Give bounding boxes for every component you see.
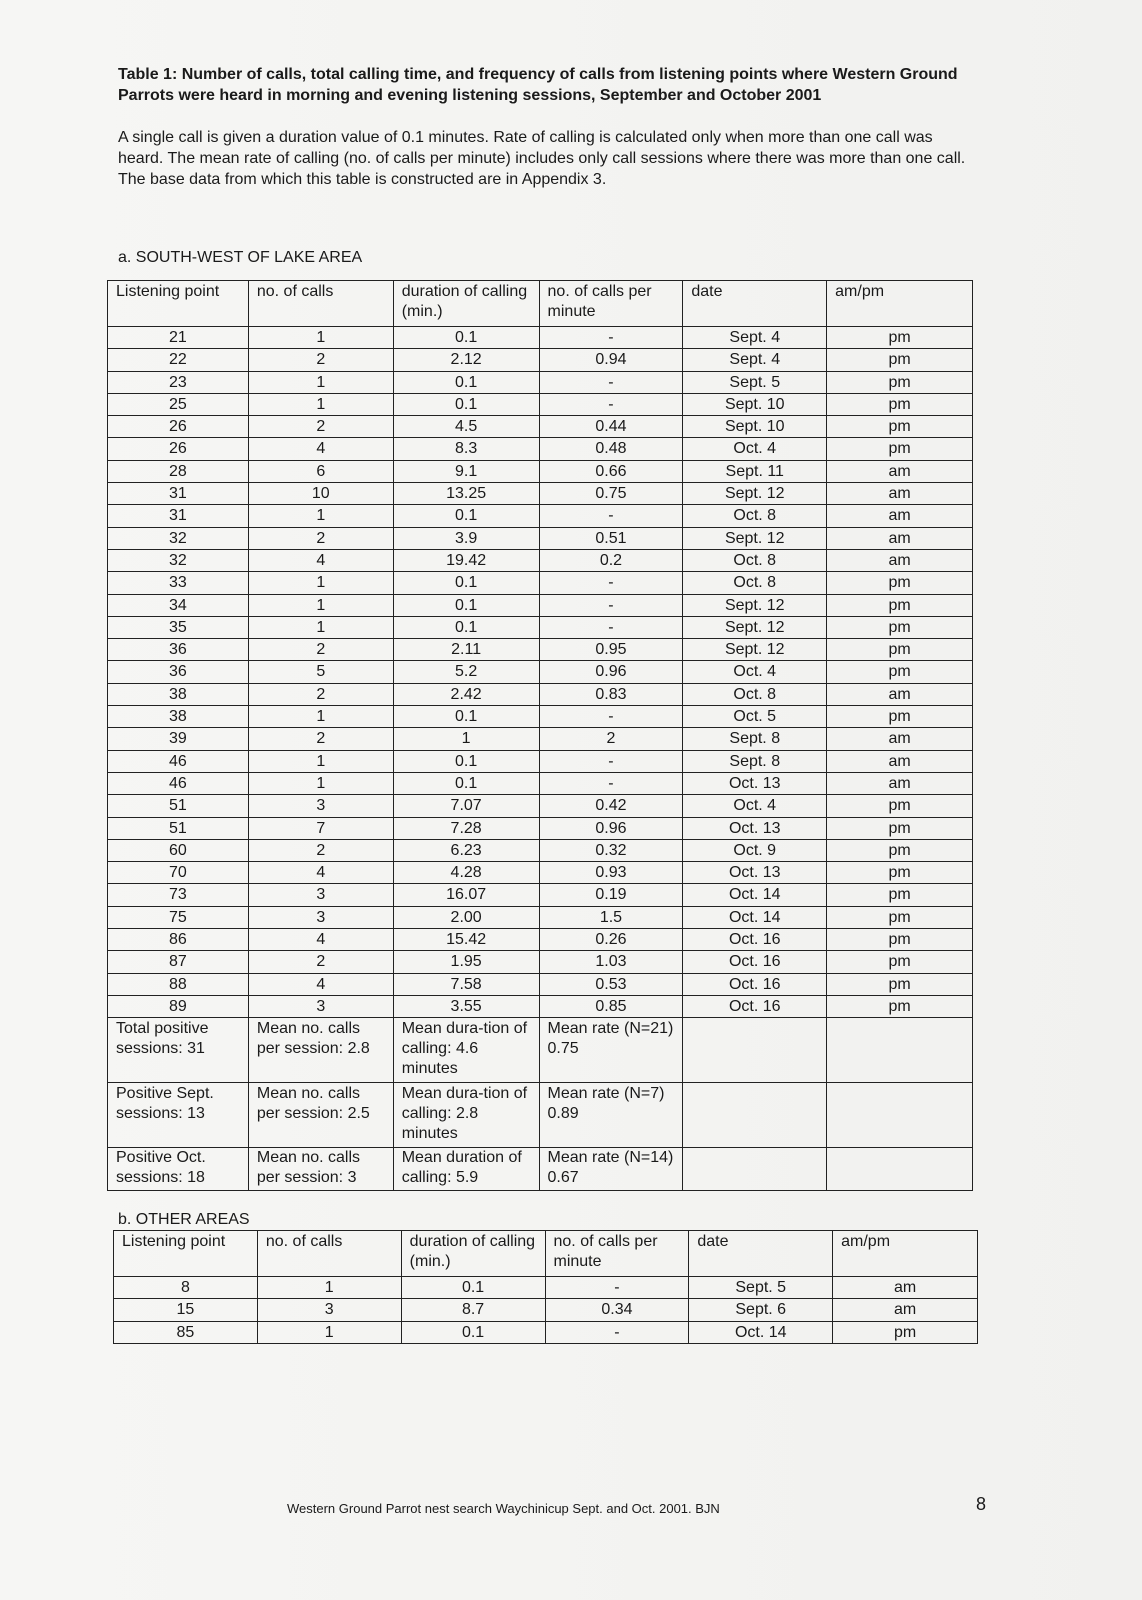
table-cell: - (539, 371, 683, 393)
table-row (108, 951, 973, 973)
table-cell: am (833, 1299, 978, 1321)
table-row (108, 327, 973, 349)
table-cell: Sept. 8 (683, 728, 827, 750)
table-cell: Oct. 14 (683, 906, 827, 928)
page-footer: Western Ground Parrot nest search Waychinicup Sept. and Oct. 2001. BJN (287, 1501, 720, 1516)
table-cell: Oct. 16 (683, 973, 827, 995)
table-cell: Sept. 5 (689, 1277, 833, 1299)
table-cell: 1.95 (393, 951, 539, 973)
table-cell: am (827, 483, 973, 505)
table-row (108, 438, 973, 460)
table-cell: 28 (108, 460, 249, 482)
table-cell: 8 (114, 1277, 258, 1299)
table-cell: 0.1 (393, 706, 539, 728)
table-row (108, 349, 973, 371)
table-cell: 51 (108, 817, 249, 839)
table-cell: am (827, 683, 973, 705)
table-cell: Oct. 16 (683, 929, 827, 951)
table-cell: 0.1 (393, 371, 539, 393)
table-cell: - (539, 772, 683, 794)
table-cell: Sept. 8 (683, 750, 827, 772)
table-cell: 7.28 (393, 817, 539, 839)
table-cell: 26 (108, 438, 249, 460)
summary-cell (827, 1083, 973, 1148)
table-row (108, 728, 973, 750)
table-cell: - (539, 594, 683, 616)
section-heading-a: a. SOUTH-WEST OF LAKE AREA (118, 249, 363, 266)
table-row (108, 995, 973, 1017)
summary-row (108, 1148, 973, 1191)
table-cell: 7.07 (393, 795, 539, 817)
table-cell: Oct. 14 (689, 1321, 833, 1343)
table-cell: 86 (108, 929, 249, 951)
table-cell: 1 (248, 594, 393, 616)
table-cell: 60 (108, 839, 249, 861)
table-cell: 0.85 (539, 995, 683, 1017)
table-cell: 2.11 (393, 639, 539, 661)
table-cell: 1 (248, 706, 393, 728)
table-cell: 6.23 (393, 839, 539, 861)
summary-cell: Mean dura-tion of calling: 2.8 minutes (393, 1083, 539, 1148)
table-cell: - (539, 393, 683, 415)
table-cell: am (827, 460, 973, 482)
table-cell: am (827, 750, 973, 772)
table-cell: 2 (248, 416, 393, 438)
table-cell: 0.1 (393, 616, 539, 638)
table-cell: Oct. 4 (683, 438, 827, 460)
table-cell: Oct. 13 (683, 817, 827, 839)
table-cell: - (545, 1277, 689, 1299)
table-cell: 89 (108, 995, 249, 1017)
table-cell: 0.34 (545, 1299, 689, 1321)
column-header: no. of calls (248, 281, 393, 327)
table-row (108, 393, 973, 415)
table-cell: 23 (108, 371, 249, 393)
table-row (108, 616, 973, 638)
table-cell: 1 (257, 1321, 401, 1343)
table-cell: Sept. 12 (683, 527, 827, 549)
table-cell: pm (827, 572, 973, 594)
table-cell: 0.32 (539, 839, 683, 861)
table-cell: 1 (248, 616, 393, 638)
table-notes (118, 127, 978, 190)
table-header-row (108, 281, 973, 327)
table-cell: 7 (248, 817, 393, 839)
table-cell: pm (827, 795, 973, 817)
table-cell: 19.42 (393, 549, 539, 571)
table-row (108, 906, 973, 928)
table-cell: 0.51 (539, 527, 683, 549)
table-row (108, 929, 973, 951)
note-paragraph: A single call is given a duration value of 0.1 minutes. Rate of calling is calculated only when more than one call was heard. The mean rate of calling (no. of calls per minute) includes only call sessions where there was more than one call. (118, 129, 966, 167)
table-cell: Sept. 12 (683, 594, 827, 616)
table-cell: Sept. 10 (683, 393, 827, 415)
table-cell: pm (827, 416, 973, 438)
table-cell: 15.42 (393, 929, 539, 951)
table-cell: - (545, 1321, 689, 1343)
table-cell: pm (827, 438, 973, 460)
table-cell: 0.96 (539, 661, 683, 683)
table-cell: 4 (248, 438, 393, 460)
table-cell: 87 (108, 951, 249, 973)
table-cell: pm (827, 817, 973, 839)
table-cell: Oct. 5 (683, 706, 827, 728)
summary-cell: Mean rate (N=21) 0.75 (539, 1018, 683, 1083)
table-row (114, 1277, 978, 1299)
table-cell: 38 (108, 683, 249, 705)
summary-cell (827, 1148, 973, 1191)
table-cell: 0.94 (539, 349, 683, 371)
table-cell: am (833, 1277, 978, 1299)
section-heading-b: b. OTHER AREAS (118, 1211, 250, 1228)
table-row (108, 862, 973, 884)
table-cell: am (827, 527, 973, 549)
table-cell: pm (827, 884, 973, 906)
table-cell: 1.03 (539, 951, 683, 973)
table-cell: 0.2 (539, 549, 683, 571)
table-cell: - (539, 505, 683, 527)
table-cell: 1 (248, 750, 393, 772)
column-header: duration of calling (min.) (393, 281, 539, 327)
table-cell: 33 (108, 572, 249, 594)
table-row (108, 549, 973, 571)
table-cell: Oct. 9 (683, 839, 827, 861)
table-row (108, 572, 973, 594)
table-cell: pm (827, 393, 973, 415)
table-cell: 2 (248, 683, 393, 705)
summary-cell: Mean no. calls per session: 3 (248, 1148, 393, 1191)
table-cell: 1.5 (539, 906, 683, 928)
table-cell: 46 (108, 772, 249, 794)
table-cell: 31 (108, 505, 249, 527)
table-cell: 0.1 (393, 772, 539, 794)
table-cell: 10 (248, 483, 393, 505)
table-row (108, 527, 973, 549)
table-cell: 0.1 (393, 505, 539, 527)
table-header-row (114, 1231, 978, 1277)
table-cell: Sept. 4 (683, 327, 827, 349)
table-row (108, 505, 973, 527)
table-row (108, 772, 973, 794)
summary-cell: Mean no. calls per session: 2.5 (248, 1083, 393, 1148)
table-row (108, 594, 973, 616)
summary-row (108, 1083, 973, 1148)
table-cell: 5.2 (393, 661, 539, 683)
table-cell: 2 (248, 951, 393, 973)
table-row (108, 416, 973, 438)
table-cell: 0.1 (393, 572, 539, 594)
table-caption: Table 1: Number of calls, total calling time, and frequency of calls from listening points where Western Ground Parrots were heard in morning and evening listening sessions, September and October 2001 (118, 66, 958, 104)
table-cell: pm (827, 929, 973, 951)
summary-cell: Mean duration of calling: 5.9 (393, 1148, 539, 1191)
table-cell: 0.26 (539, 929, 683, 951)
table-cell: 4 (248, 929, 393, 951)
table-row (114, 1321, 978, 1343)
summary-cell (683, 1083, 827, 1148)
table-south-west (107, 280, 973, 1191)
table-row (108, 661, 973, 683)
table-cell: 2 (539, 728, 683, 750)
table-cell: 0.1 (393, 594, 539, 616)
table-cell: 2.12 (393, 349, 539, 371)
table-cell: Oct. 8 (683, 683, 827, 705)
summary-row (108, 1018, 973, 1083)
table-cell: Oct. 8 (683, 572, 827, 594)
table-cell: 26 (108, 416, 249, 438)
table-cell: 15 (114, 1299, 258, 1321)
table-cell: 32 (108, 527, 249, 549)
summary-cell: Mean dura-tion of calling: 4.6 minutes (393, 1018, 539, 1083)
column-header: no. of calls per minute (545, 1231, 689, 1277)
table-cell: pm (827, 951, 973, 973)
table-cell: 13.25 (393, 483, 539, 505)
table-cell: pm (827, 706, 973, 728)
table-cell: 2 (248, 639, 393, 661)
table-cell: Oct. 13 (683, 862, 827, 884)
table-cell: 0.66 (539, 460, 683, 482)
table-cell: 0.83 (539, 683, 683, 705)
table-cell: pm (827, 349, 973, 371)
table-cell: Oct. 13 (683, 772, 827, 794)
column-header: no. of calls per minute (539, 281, 683, 327)
table-cell: 6 (248, 460, 393, 482)
table-cell: 39 (108, 728, 249, 750)
table-cell: am (827, 772, 973, 794)
table-cell: - (539, 706, 683, 728)
table-cell: - (539, 750, 683, 772)
table-cell: Oct. 8 (683, 505, 827, 527)
table-cell: 8.7 (401, 1299, 545, 1321)
table-cell: 1 (248, 371, 393, 393)
table-cell: 51 (108, 795, 249, 817)
table-cell: am (827, 728, 973, 750)
table-cell: Oct. 4 (683, 661, 827, 683)
table-cell: 0.44 (539, 416, 683, 438)
table-cell: 4 (248, 862, 393, 884)
table-cell: 0.1 (393, 393, 539, 415)
table-cell: Sept. 4 (683, 349, 827, 371)
table-cell: 25 (108, 393, 249, 415)
table-cell: 1 (248, 327, 393, 349)
table-cell: 0.1 (401, 1321, 545, 1343)
table-cell: 1 (257, 1277, 401, 1299)
table-cell: 3 (248, 795, 393, 817)
table-cell: Sept. 12 (683, 639, 827, 661)
table-cell: pm (827, 594, 973, 616)
table-cell: Sept. 12 (683, 483, 827, 505)
table-row (108, 839, 973, 861)
table-cell: 2 (248, 527, 393, 549)
table-cell: 3 (248, 884, 393, 906)
table-cell: 1 (248, 572, 393, 594)
summary-cell: Mean rate (N=7) 0.89 (539, 1083, 683, 1148)
table-cell: 3 (248, 906, 393, 928)
column-header: am/pm (833, 1231, 978, 1277)
table-cell: 31 (108, 483, 249, 505)
table-cell: 2 (248, 728, 393, 750)
summary-cell: Positive Oct. sessions: 18 (108, 1148, 249, 1191)
table-cell: - (539, 572, 683, 594)
table-cell: 85 (114, 1321, 258, 1343)
table-row (108, 884, 973, 906)
table-cell: 4 (248, 549, 393, 571)
table-cell: 36 (108, 639, 249, 661)
table-cell: 46 (108, 750, 249, 772)
table-cell: Sept. 6 (689, 1299, 833, 1321)
table-cell: 3 (248, 995, 393, 1017)
table-cell: 2.00 (393, 906, 539, 928)
table-cell: 2 (248, 349, 393, 371)
column-header: date (689, 1231, 833, 1277)
table-cell: - (539, 616, 683, 638)
table-row (108, 371, 973, 393)
table-cell: 0.19 (539, 884, 683, 906)
column-header: Listening point (108, 281, 249, 327)
table-row (108, 483, 973, 505)
table-cell: Sept. 12 (683, 616, 827, 638)
table-cell: pm (827, 906, 973, 928)
table-cell: 1 (393, 728, 539, 750)
table-cell: pm (827, 862, 973, 884)
table-cell: 4.5 (393, 416, 539, 438)
table-row (108, 817, 973, 839)
table-cell: 88 (108, 973, 249, 995)
table-cell: Oct. 16 (683, 951, 827, 973)
table-cell: Oct. 16 (683, 995, 827, 1017)
table-cell: Oct. 8 (683, 549, 827, 571)
table-cell: 0.75 (539, 483, 683, 505)
table-row (108, 639, 973, 661)
table-cell: pm (833, 1321, 978, 1343)
table-cell: 0.96 (539, 817, 683, 839)
summary-cell: Mean no. calls per session: 2.8 (248, 1018, 393, 1083)
column-header: no. of calls (257, 1231, 401, 1277)
table-cell: Sept. 11 (683, 460, 827, 482)
table-cell: pm (827, 995, 973, 1017)
table-cell: 4.28 (393, 862, 539, 884)
page-number: 8 (976, 1494, 987, 1514)
table-cell: 75 (108, 906, 249, 928)
table-cell: 22 (108, 349, 249, 371)
column-header: date (683, 281, 827, 327)
table-cell: 0.95 (539, 639, 683, 661)
table-row (108, 795, 973, 817)
table-cell: 1 (248, 393, 393, 415)
table-cell: 36 (108, 661, 249, 683)
table-cell: 16.07 (393, 884, 539, 906)
summary-cell: Total positive sessions: 31 (108, 1018, 249, 1083)
table-cell: pm (827, 839, 973, 861)
summary-cell (683, 1148, 827, 1191)
table-cell: 4 (248, 973, 393, 995)
table-cell: 3.9 (393, 527, 539, 549)
table-cell: 8.3 (393, 438, 539, 460)
table-row (108, 750, 973, 772)
table-cell: 0.48 (539, 438, 683, 460)
table-cell: 21 (108, 327, 249, 349)
table-cell: pm (827, 639, 973, 661)
table-cell: 0.1 (393, 750, 539, 772)
table-row (108, 683, 973, 705)
table-cell: pm (827, 661, 973, 683)
table-cell: 7.58 (393, 973, 539, 995)
column-header: am/pm (827, 281, 973, 327)
table-row (108, 973, 973, 995)
table-cell: pm (827, 616, 973, 638)
table-cell: 0.1 (401, 1277, 545, 1299)
table-cell: pm (827, 371, 973, 393)
table-cell: - (539, 327, 683, 349)
table-cell: am (827, 505, 973, 527)
table-cell: 0.1 (393, 327, 539, 349)
table-cell: 3 (257, 1299, 401, 1321)
table-cell: 34 (108, 594, 249, 616)
table-cell: Oct. 14 (683, 884, 827, 906)
column-header: Listening point (114, 1231, 258, 1277)
table-cell: pm (827, 973, 973, 995)
summary-cell (683, 1018, 827, 1083)
table-cell: 2 (248, 839, 393, 861)
table-cell: 2.42 (393, 683, 539, 705)
table-cell: 32 (108, 549, 249, 571)
table-cell: 0.42 (539, 795, 683, 817)
table-cell: 3.55 (393, 995, 539, 1017)
table-cell: am (827, 549, 973, 571)
summary-cell: Mean rate (N=14) 0.67 (539, 1148, 683, 1191)
table-cell: 5 (248, 661, 393, 683)
note-paragraph: The base data from which this table is constructed are in Appendix 3. (118, 171, 607, 188)
table-cell: Sept. 10 (683, 416, 827, 438)
table-cell: Sept. 5 (683, 371, 827, 393)
table-row (108, 460, 973, 482)
table-cell: 1 (248, 772, 393, 794)
table-other-areas (113, 1230, 978, 1344)
table-cell: 9.1 (393, 460, 539, 482)
summary-cell: Positive Sept. sessions: 13 (108, 1083, 249, 1148)
table-row (108, 706, 973, 728)
summary-cell (827, 1018, 973, 1083)
table-cell: 70 (108, 862, 249, 884)
table-cell: 38 (108, 706, 249, 728)
table-cell: pm (827, 327, 973, 349)
table-cell: 0.53 (539, 973, 683, 995)
table-cell: 0.93 (539, 862, 683, 884)
table-cell: 73 (108, 884, 249, 906)
table-cell: Oct. 4 (683, 795, 827, 817)
column-header: duration of calling (min.) (401, 1231, 545, 1277)
table-cell: 1 (248, 505, 393, 527)
table-row (114, 1299, 978, 1321)
table-cell: 35 (108, 616, 249, 638)
